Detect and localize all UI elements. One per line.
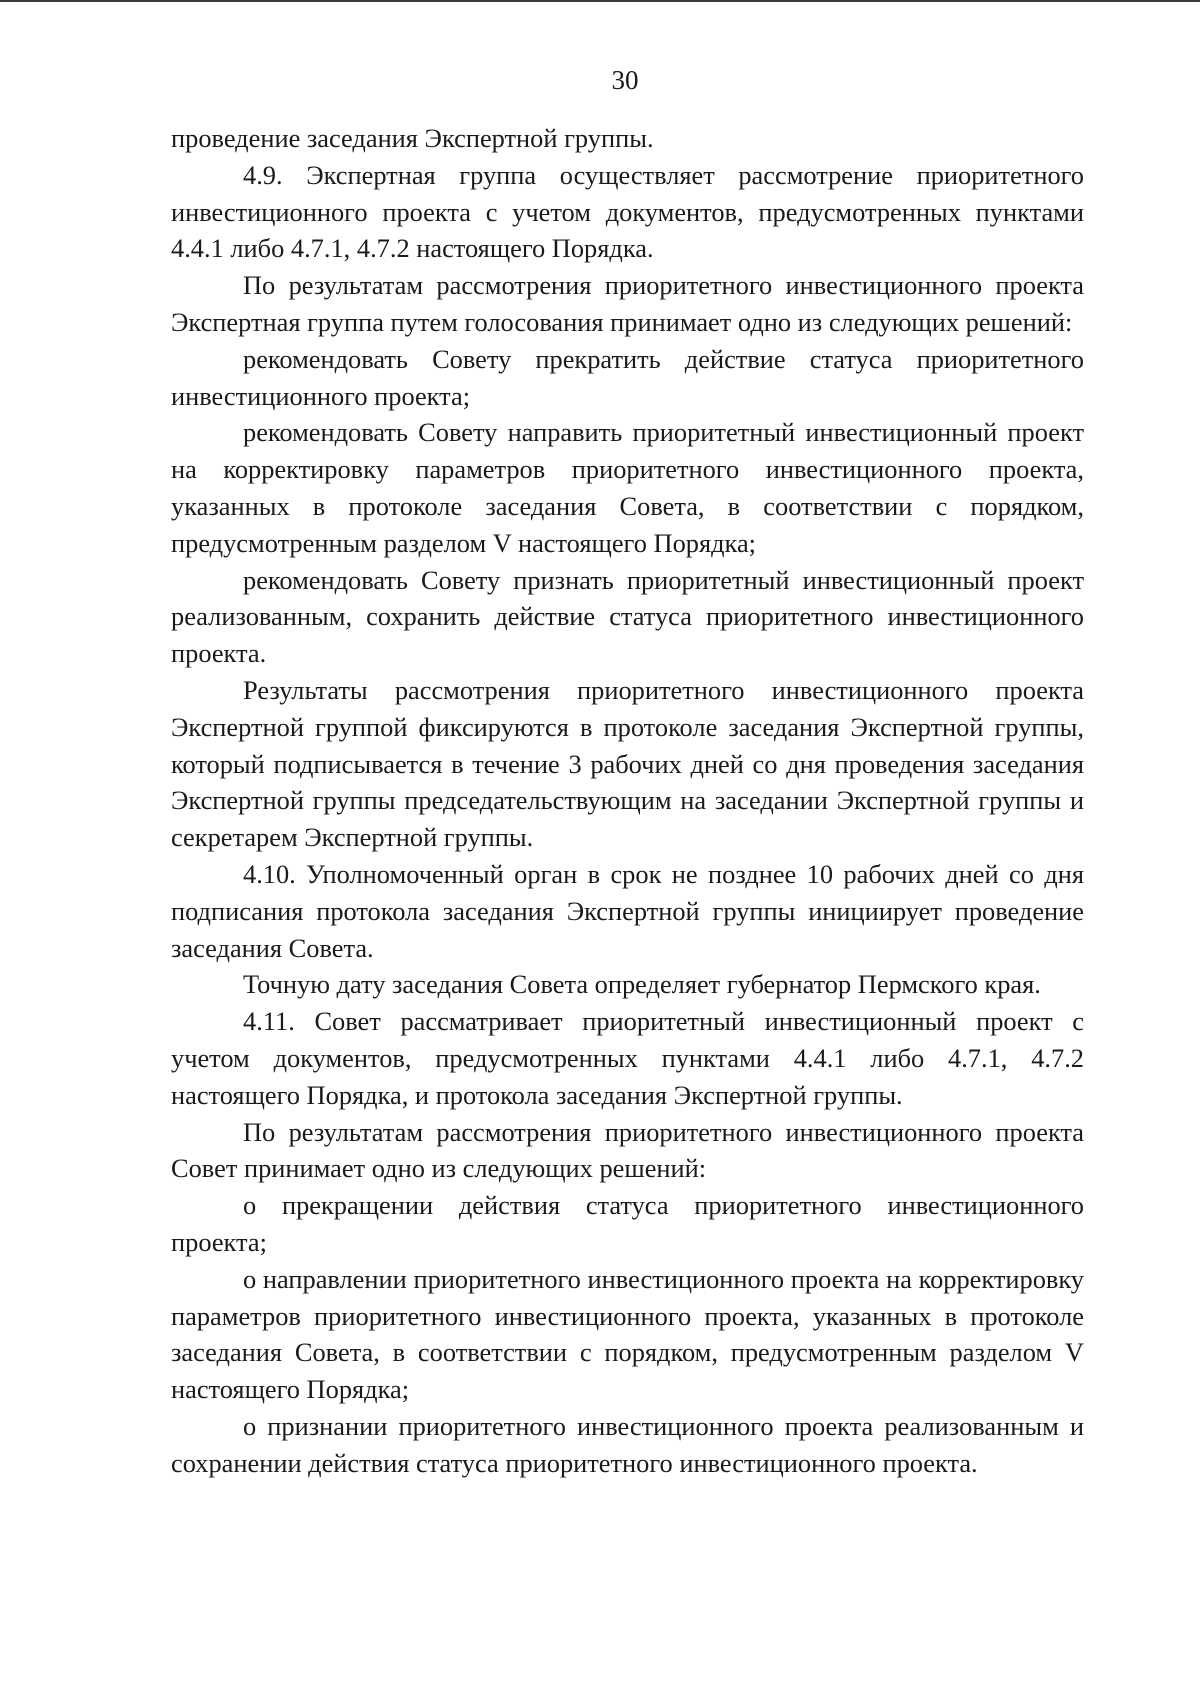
- paragraph: рекомендовать Совету прекратить действие статуса приоритетного инвестиционного проекта;: [171, 343, 1084, 411]
- page-number: 30: [611, 65, 639, 95]
- paragraph: о прекращении действия статуса приоритетного инвестиционного проекта;: [171, 1190, 1084, 1257]
- page-top-edge: [0, 0, 1200, 2]
- paragraph: По результатам рассмотрения приоритетного инвестиционного проекта Совет принимает одно из следующих решений:: [171, 1116, 1084, 1184]
- document-body: [171, 120, 1084, 1481]
- paragraph: Результаты рассмотрения приоритетного инвестиционного проекта Экспертной группой фиксируются в протоколе заседания Экспертной группы, который подписывается в течение 3 рабочих дней со дня проведения заседания Экспертной группы председательствующим на заседании Экспертной группы и секретарем Экспертной группы.: [171, 674, 1084, 853]
- paragraph: По результатам рассмотрения приоритетного инвестиционного проекта Экспертная группа путем голосования принимает одно из следующих решений:: [171, 270, 1084, 337]
- paragraph: Точную дату заседания Совета определяет губернатор Пермского края.: [243, 969, 1041, 1000]
- paragraph: 4.10. Уполномоченный орган в срок не позднее 10 рабочих дней со дня подписания протокола заседания Экспертной группы инициирует проведение заседания Совета.: [171, 858, 1084, 963]
- paragraph: о признании приоритетного инвестиционного проекта реализованным и сохранении действия статуса приоритетного инвестиционного проекта.: [171, 1410, 1084, 1478]
- paragraph: проведение заседания Экспертной группы.: [171, 123, 654, 153]
- paragraph: 4.11. Совет рассматривает приоритетный инвестиционный проект с учетом документов, предусмотренных пунктами 4.4.1 либо 4.7.1, 4.7.2 настоящего Порядка, и протокола заседания Экспертной группы.: [171, 1006, 1084, 1110]
- paragraph: рекомендовать Совету направить приоритетный инвестиционный проект на корректировку параметров приоритетного инвестиционного проекта, указанных в протоколе заседания Совета, в соответствии с порядком, предусмотренным разделом V настоящего Порядка;: [171, 417, 1084, 558]
- paragraph: о направлении приоритетного инвестиционного проекта на корректировку параметров приоритетного инвестиционного проекта, указанных в протоколе заседания Совета, в соответствии с порядком, предусмотренным разделом V настоящего Порядка;: [171, 1263, 1084, 1405]
- paragraph: 4.9. Экспертная группа осуществляет рассмотрение приоритетного инвестиционного проекта с учетом документов, предусмотренных пунктами 4.4.1 либо 4.7.1, 4.7.2 настоящего Порядка.: [171, 159, 1084, 264]
- paragraph: рекомендовать Совету признать приоритетный инвестиционный проект реализованным, сохранить действие статуса приоритетного инвестиционного проекта.: [171, 564, 1084, 669]
